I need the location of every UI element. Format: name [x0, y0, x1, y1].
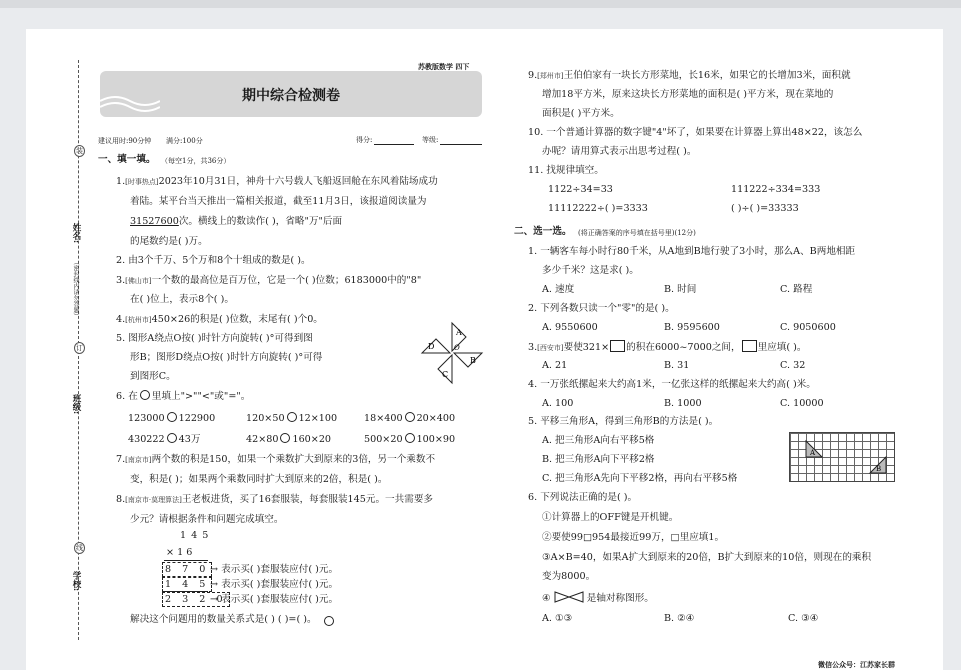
compare-item: 18×400 20×400 — [364, 413, 456, 424]
grid-label-a: A — [810, 449, 816, 457]
figure-label-a: A — [456, 328, 462, 337]
option-a: A. ①③ — [542, 613, 573, 624]
rotation-figure — [418, 321, 486, 385]
question-5: 5. 图形A绕点O按( )时针方向旋转( )°可得到图 — [116, 333, 313, 344]
total-score-label: 满分:100分 — [166, 137, 203, 145]
statement-1: ①计算器上的OFF键是开机键。 — [542, 512, 679, 523]
school-label: 学校: — [71, 571, 81, 592]
question-9: 9.[郑州市]王伯伯家有一块长方形菜地，长16米，如果它的长增加3米，面积就 — [528, 70, 851, 81]
translation-grid — [789, 432, 895, 482]
compare-item: 42×80 160×20 — [246, 434, 332, 445]
compare-item: 123000 122900 — [128, 413, 216, 424]
question-9-line3: 面积是( )平方米。 — [542, 108, 620, 119]
compare-item: 500×20 100×90 — [364, 434, 456, 445]
circle-icon — [324, 616, 334, 626]
calc-explain-2: → 表示买( )套服装应付( )元。 — [210, 579, 339, 590]
option-b: B. ②④ — [664, 613, 695, 624]
compare-item: 120×50 12×100 — [246, 413, 338, 424]
section2-note: (将正确答案的序号填在括号里)(12分) — [578, 229, 696, 237]
seal-note: （密封线内请勿答题） — [72, 259, 79, 319]
question-8: 8.[南京市·莫理算法]王老板进货，买了16套服装，每套服装145元。一共需要多 — [116, 494, 434, 505]
figure-label-b: B — [470, 356, 476, 365]
choice-question-5: 5. 平移三角形A，得到三角形B的方法是( )。 — [528, 416, 719, 427]
question-5-line2: 形B；图形D绕点O按( )时针方向旋转( )°可得 — [130, 352, 323, 363]
pattern-c: 11112222÷( )=3333 — [548, 203, 648, 214]
statement-3: ③A×B=40，如果A扩大到原来的20倍，B扩大到原来的10倍，则现在的乘积 — [542, 552, 872, 563]
binding-mark-2: 订 — [76, 344, 83, 352]
name-label: 姓名: — [71, 223, 81, 244]
section1-note: （每空1分，共36分） — [161, 157, 231, 165]
calc-rule — [164, 560, 208, 561]
option-c: C. 32 — [780, 360, 806, 371]
statement-3-line2: 变为8000。 — [542, 571, 596, 582]
question-10: 10. 一个普通计算器的数字键"4"坏了，如果要在计算器上算出48×22，该怎么 — [528, 127, 863, 138]
question-1-line4: 的尾数约是( )万。 — [130, 236, 208, 247]
option-a: A. 速度 — [542, 284, 575, 295]
section1-title: 一、填一填。 — [98, 154, 156, 165]
binding-mark-1: 装 — [76, 147, 83, 155]
figure-label-d: D — [428, 342, 435, 351]
pattern-d: ( )÷( )=33333 — [731, 203, 799, 214]
viewer-top-bar — [0, 0, 961, 8]
question-1: 1.[时事热点]2023年10月31日，神舟十六号载人飞船返回舱在东风着陆场成功 — [116, 176, 438, 187]
option-a: A. 9550600 — [542, 322, 598, 333]
question-4: 4.[杭州市]450×26的积是( )位数，末尾有( )个0。 — [116, 314, 323, 325]
calc-row-1: 8 7 0 — [162, 562, 212, 577]
grade-line — [440, 144, 482, 145]
option-b: B. 时间 — [664, 284, 697, 295]
question-11: 11. 找规律填空。 — [528, 165, 604, 176]
question-8-final: 解决这个问题用的数量关系式是( ) ( )=( )。 — [130, 614, 317, 625]
subject-label: 苏教版数学 四下 — [418, 62, 470, 71]
section2-title: 二、选一选。 — [514, 226, 572, 237]
statement-2: ②要使99□954最接近99万，□里应填1。 — [542, 532, 725, 543]
question-6: 6. 在 里填上">""<"或"="。 — [116, 391, 251, 402]
calc-row-3: 2 3 2 0 — [162, 592, 230, 607]
pattern-a: 1122÷34=33 — [548, 184, 613, 195]
choice-question-2: 2. 下列各数只读一个"零"的是( )。 — [528, 303, 675, 314]
question-1-line3: 31527600次。横线上的数读作( )，省略"万"后面 — [130, 216, 343, 227]
option-a: A. 把三角形A向右平移5格 — [542, 435, 655, 446]
option-b: B. 把三角形A向下平移2格 — [542, 454, 655, 465]
calc-row-2: 1 4 5 — [162, 577, 212, 592]
grade-label: 等级: — [422, 136, 439, 144]
option-a: A. 100 — [542, 398, 574, 409]
option-c: C. 把三角形A先向下平移2格，再向右平移5格 — [542, 473, 738, 484]
choice-question-1: 1. 一辆客车每小时行80千米，从A地到B地行驶了3小时，那么A、B两地相距 — [528, 246, 856, 257]
question-2: 2. 由3个千万、5个万和8个十组成的数是( )。 — [116, 255, 311, 266]
option-b: B. 1000 — [664, 398, 702, 409]
choice-question-3: 3.[西安市]要使321× 的积在6000~7000之间， 里应填( )。 — [528, 342, 807, 353]
question-1-line2: 着陆。某平台当天推出一篇相关报道，截至11月3日，该报道阅读量为 — [130, 196, 427, 207]
score-line — [374, 144, 414, 145]
time-label: 建议用时:90分钟 — [98, 137, 152, 145]
grid-label-b: B — [876, 465, 882, 473]
option-c: C. 9050600 — [780, 322, 836, 333]
question-3-line2: 在( )位上，表示8个( )。 — [130, 294, 234, 305]
binding-mark-3: 线 — [76, 544, 83, 552]
statement-4: ④ 是轴对称图形。 — [542, 593, 654, 604]
question-8-line2: 少元？请根据条件和问题完成填空。 — [130, 514, 284, 525]
question-5-line3: 到图形C。 — [130, 371, 176, 382]
option-a: A. 21 — [542, 360, 568, 371]
option-c: C. ③④ — [788, 613, 819, 624]
choice-question-4: 4. 一万张纸摞起来大约高1米，一亿张这样的纸摞起来大约高( )米。 — [528, 379, 816, 390]
calc-explain-1: → 表示买( )套服装应付( )元。 — [210, 564, 339, 575]
choice-question-6: 6. 下列说法正确的是( )。 — [528, 492, 638, 503]
calc-multiplier: × 1 6 — [166, 547, 193, 558]
figure-label-o: O — [454, 344, 460, 352]
page-title: 期中综合检测卷 — [242, 88, 340, 104]
title-banner — [100, 71, 482, 117]
figure-label-c: C — [442, 370, 449, 379]
question-9-line2: 增加18平方米，原来这块长方形菜地的面积是( )平方米，现在菜地的 — [542, 89, 834, 100]
question-3: 3.[佛山市]一个数的最高位是百万位，它是一个( )位数；6183000中的"8" — [116, 275, 422, 286]
question-7-line2: 变，积是( )；如果两个乘数同时扩大到原来的2倍，积是( )。 — [130, 474, 388, 485]
calc-multiplicand: 1 4 5 — [180, 530, 210, 541]
question-10-line2: 办呢？请用算式表示出思考过程( )。 — [542, 146, 697, 157]
exam-page — [26, 29, 943, 670]
option-b: B. 31 — [664, 360, 690, 371]
compare-item: 430222 43万 — [128, 434, 201, 445]
choice-question-1-line2: 多少千米？这是求( )。 — [542, 265, 639, 276]
class-label: 班级: — [71, 394, 81, 415]
pattern-b: 111222÷334=333 — [731, 184, 821, 195]
footer-wechat: 微信公众号：江苏家长群 — [818, 660, 895, 669]
option-c: C. 10000 — [780, 398, 824, 409]
question-7: 7.[南京市]两个数的积是150，如果一个乘数扩大到原来的3倍，另一个乘数不 — [116, 454, 436, 465]
bowtie-shape-icon — [554, 591, 584, 603]
calc-explain-3: → 表示买( )套服装应付( )元。 — [210, 594, 339, 605]
option-c: C. 路程 — [780, 284, 813, 295]
score-label: 得分: — [356, 136, 373, 144]
circle-icon — [140, 390, 150, 400]
option-b: B. 9595600 — [664, 322, 720, 333]
